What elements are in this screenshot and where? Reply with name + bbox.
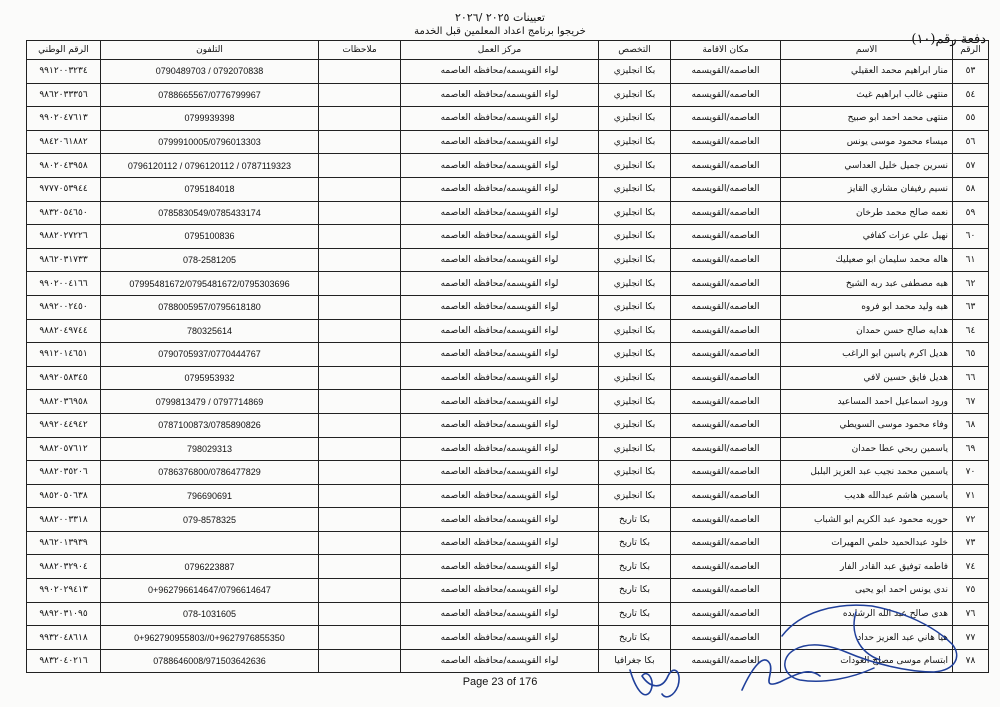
row-number: ٥٩ (953, 201, 989, 225)
phone-number: 0785830549/0785433174 (101, 201, 319, 225)
employee-name: هديل اكرم ياسين ابو الراغب (781, 343, 953, 367)
work-center: لواء القويسمه/محافظه العاصمه (401, 579, 599, 603)
notes-cell (319, 248, 401, 272)
employee-name: هدى صالح عبد الله الرشايده (781, 602, 953, 626)
work-center: لواء القويسمه/محافظه العاصمه (401, 531, 599, 555)
residence-place: العاصمه/القويسمه (671, 225, 781, 249)
employee-name: ورود اسماعيل احمد المساعيد (781, 390, 953, 414)
notes-cell (319, 484, 401, 508)
national-id: ٩٩٠٢٠٠٤١٦٦ (27, 272, 101, 296)
table-body (27, 60, 989, 673)
notes-cell (319, 154, 401, 178)
table-row (27, 201, 989, 225)
work-center: لواء القويسمه/محافظه العاصمه (401, 437, 599, 461)
work-center: لواء القويسمه/محافظه العاصمه (401, 366, 599, 390)
employee-name: ياسمين هاشم عبدالله هديب (781, 484, 953, 508)
employee-name: نعمه صالح محمد طرخان (781, 201, 953, 225)
specialty: بكا انجليزي (599, 343, 671, 367)
residence-place: العاصمه/القويسمه (671, 508, 781, 532)
table-row (27, 602, 989, 626)
phone-number: 0788665567/0776799967 (101, 83, 319, 107)
national-id: ٩٨٣٢٠٤٠٢١٦ (27, 649, 101, 673)
row-number: ٦٧ (953, 390, 989, 414)
col-header-residence: مكان الاقامة (671, 41, 781, 60)
work-center: لواء القويسمه/محافظه العاصمه (401, 555, 599, 579)
employee-name: هبه مصطفى عبد ربه الشيخ (781, 272, 953, 296)
row-number: ٥٦ (953, 130, 989, 154)
row-number: ٦٤ (953, 319, 989, 343)
notes-cell (319, 555, 401, 579)
row-number: ٦٦ (953, 366, 989, 390)
work-center: لواء القويسمه/محافظه العاصمه (401, 295, 599, 319)
work-center: لواء القويسمه/محافظه العاصمه (401, 83, 599, 107)
specialty: بكا انجليزي (599, 366, 671, 390)
employee-name: وفاء محمود موسى السويطي (781, 413, 953, 437)
specialty: بكا تاريخ (599, 555, 671, 579)
row-number: ٧٧ (953, 626, 989, 650)
residence-place: العاصمه/القويسمه (671, 295, 781, 319)
phone-number: 0796120112 / 0796120112 / 0787119323 (101, 154, 319, 178)
national-id: ٩٨٨٢٠٠٣٣١٨ (27, 508, 101, 532)
notes-cell (319, 390, 401, 414)
row-number: ٦٨ (953, 413, 989, 437)
specialty: بكا تاريخ (599, 531, 671, 555)
phone-number: 0799910005/0796013303 (101, 130, 319, 154)
row-number: ٧٦ (953, 602, 989, 626)
notes-cell (319, 461, 401, 485)
residence-place: العاصمه/القويسمه (671, 461, 781, 485)
national-id: ٩٩٠٢٠٢٩٤١٣ (27, 579, 101, 603)
national-id: ٩٨٨٢٠٢٧٢٢٦ (27, 225, 101, 249)
document-subtitle: خريجوا برنامج اعداد المعلمين قبل الخدمة (414, 26, 586, 37)
phone-number: 780325614 (101, 319, 319, 343)
employee-name: هبه وليد محمد ابو فروه (781, 295, 953, 319)
national-id: ٩٩١٢٠٠٣٢٣٤ (27, 60, 101, 84)
batch-label: دفعة رقم(١٠) (911, 32, 986, 47)
employee-name: هيا هاني عبد العزيز حداد (781, 626, 953, 650)
row-number: ٥٣ (953, 60, 989, 84)
employee-name: نسيم رفيفان مشاري القايز (781, 177, 953, 201)
notes-cell (319, 201, 401, 225)
notes-cell (319, 319, 401, 343)
row-number: ٧٤ (953, 555, 989, 579)
specialty: بكا انجليزي (599, 295, 671, 319)
national-id: ٩٨٨٢٠٣٦٩٥٨ (27, 390, 101, 414)
phone-number: 0790705937/0770444767 (101, 343, 319, 367)
specialty: بكا انجليزي (599, 248, 671, 272)
national-id: ٩٨٦٢٠٣١٧٣٣ (27, 248, 101, 272)
national-id: ٩٧٧٧٠٥٣٩٤٤ (27, 177, 101, 201)
col-header-national-id: الرقم الوطني (27, 41, 101, 60)
national-id: ٩٨٠٢٠٤٣٩٥٨ (27, 154, 101, 178)
residence-place: العاصمه/القويسمه (671, 107, 781, 131)
work-center: لواء القويسمه/محافظه العاصمه (401, 626, 599, 650)
residence-place: العاصمه/القويسمه (671, 626, 781, 650)
specialty: بكا انجليزي (599, 60, 671, 84)
employee-name: ميساء محمود موسى يونس (781, 130, 953, 154)
table-row (27, 248, 989, 272)
employee-name: هاله محمد سليمان ابو صعيليك (781, 248, 953, 272)
document-title: تعيينات ٢٠٢٥ /٢٠٢٦ (454, 11, 545, 24)
phone-number: 0799813479 / 0797714869 (101, 390, 319, 414)
work-center: لواء القويسمه/محافظه العاصمه (401, 201, 599, 225)
notes-cell (319, 437, 401, 461)
national-id: ٩٨٨٢٠٥٧٦١٢ (27, 437, 101, 461)
table-row (27, 461, 989, 485)
notes-cell (319, 366, 401, 390)
specialty: بكا انجليزي (599, 437, 671, 461)
national-id: ٩٨٩٢٠٠٢٤٥٠ (27, 295, 101, 319)
national-id: ٩٨٣٢٠٥٤٦٥٠ (27, 201, 101, 225)
residence-place: العاصمه/القويسمه (671, 177, 781, 201)
specialty: بكا انجليزي (599, 390, 671, 414)
page-number: Page 23 of 176 (462, 676, 538, 688)
table-row (27, 413, 989, 437)
residence-place: العاصمه/القويسمه (671, 602, 781, 626)
table-row (27, 626, 989, 650)
specialty: بكا تاريخ (599, 579, 671, 603)
employee-name: هديل فايق حسين لافي (781, 366, 953, 390)
specialty: بكا انجليزي (599, 319, 671, 343)
phone-number (101, 531, 319, 555)
employee-name: ياسمين محمد نجيب عبد العزيز البلبل (781, 461, 953, 485)
national-id: ٩٨٩٢٠٣١٠٩٥ (27, 602, 101, 626)
phone-number: 0786376800/0786477829 (101, 461, 319, 485)
national-id: ٩٨٦٢٠١٣٩٣٩ (27, 531, 101, 555)
employee-name: ابتسام موسى مصلح العودات (781, 649, 953, 673)
specialty: بكا انجليزي (599, 154, 671, 178)
notes-cell (319, 602, 401, 626)
row-number: ٥٥ (953, 107, 989, 131)
table-row (27, 83, 989, 107)
table-row (27, 579, 989, 603)
row-number: ٦١ (953, 248, 989, 272)
appointments-table (26, 40, 989, 673)
table-row (27, 130, 989, 154)
specialty: بكا انجليزي (599, 272, 671, 296)
employee-name: هدايه صالح حسن حمدان (781, 319, 953, 343)
employee-name: نسرين جميل خليل العداسي (781, 154, 953, 178)
phone-number: 079-8578325 (101, 508, 319, 532)
row-number: ٧٣ (953, 531, 989, 555)
table-row (27, 319, 989, 343)
table-row (27, 107, 989, 131)
specialty: بكا انجليزي (599, 107, 671, 131)
table-row (27, 272, 989, 296)
national-id: ٩٩٠٢٠٤٧٦١٣ (27, 107, 101, 131)
national-id: ٩٨٨٢٠٣٢٩٠٤ (27, 555, 101, 579)
national-id: ٩٨٩٢٠٥٨٣٤٥ (27, 366, 101, 390)
notes-cell (319, 225, 401, 249)
residence-place: العاصمه/القويسمه (671, 201, 781, 225)
work-center: لواء القويسمه/محافظه العاصمه (401, 272, 599, 296)
notes-cell (319, 343, 401, 367)
notes-cell (319, 83, 401, 107)
specialty: بكا انجليزي (599, 413, 671, 437)
row-number: ٧٠ (953, 461, 989, 485)
table-row (27, 508, 989, 532)
phone-number: 0790489703 / 0792070838 (101, 60, 319, 84)
work-center: لواء القويسمه/محافظه العاصمه (401, 319, 599, 343)
table-row (27, 437, 989, 461)
work-center: لواء القويسمه/محافظه العاصمه (401, 461, 599, 485)
national-id: ٩٨٦٢٠٣٣٣٥٦ (27, 83, 101, 107)
table-row (27, 225, 989, 249)
notes-cell (319, 272, 401, 296)
employee-name: حوريه محمود عبد الكريم ابو الشباب (781, 508, 953, 532)
notes-cell (319, 177, 401, 201)
row-number: ٥٨ (953, 177, 989, 201)
residence-place: العاصمه/القويسمه (671, 60, 781, 84)
national-id: ٩٩٣٢٠٤٨٦١٨ (27, 626, 101, 650)
national-id: ٩٨٥٢٠٥٠٦٣٨ (27, 484, 101, 508)
notes-cell (319, 413, 401, 437)
employee-name: خلود عبدالحميد حلمي المهيرات (781, 531, 953, 555)
residence-place: العاصمه/القويسمه (671, 366, 781, 390)
table-row (27, 484, 989, 508)
work-center: لواء القويسمه/محافظه العاصمه (401, 60, 599, 84)
table-header-row (27, 41, 989, 60)
specialty: بكا جغرافيا (599, 649, 671, 673)
col-header-workplace: مركز العمل (401, 41, 599, 60)
residence-place: العاصمه/القويسمه (671, 484, 781, 508)
phone-number: 0+962796614647/0796614647 (101, 579, 319, 603)
notes-cell (319, 626, 401, 650)
phone-number: 0788646008/971503642636 (101, 649, 319, 673)
table-row (27, 177, 989, 201)
work-center: لواء القويسمه/محافظه العاصمه (401, 390, 599, 414)
work-center: لواء القويسمه/محافظه العاصمه (401, 508, 599, 532)
work-center: لواء القويسمه/محافظه العاصمه (401, 343, 599, 367)
phone-number: 078-2581205 (101, 248, 319, 272)
table-row (27, 343, 989, 367)
row-number: ٥٧ (953, 154, 989, 178)
phone-number: 0799939398 (101, 107, 319, 131)
national-id: ٩٨٩٢٠٤٤٩٤٢ (27, 413, 101, 437)
work-center: لواء القويسمه/محافظه العاصمه (401, 413, 599, 437)
row-number: ٥٤ (953, 83, 989, 107)
col-header-no: الرقم (953, 41, 989, 60)
row-number: ٦٣ (953, 295, 989, 319)
residence-place: العاصمه/القويسمه (671, 531, 781, 555)
table-row (27, 390, 989, 414)
table-row (27, 531, 989, 555)
residence-place: العاصمه/القويسمه (671, 130, 781, 154)
residence-place: العاصمه/القويسمه (671, 154, 781, 178)
specialty: بكا انجليزي (599, 83, 671, 107)
row-number: ٦٩ (953, 437, 989, 461)
work-center: لواء القويسمه/محافظه العاصمه (401, 602, 599, 626)
residence-place: العاصمه/القويسمه (671, 83, 781, 107)
phone-number: 796690691 (101, 484, 319, 508)
residence-place: العاصمه/القويسمه (671, 248, 781, 272)
residence-place: العاصمه/القويسمه (671, 343, 781, 367)
table-row (27, 649, 989, 673)
notes-cell (319, 649, 401, 673)
phone-number: 798029313 (101, 437, 319, 461)
national-id: ٩٨٨٢٠٤٩٧٤٤ (27, 319, 101, 343)
employee-name: منتهى محمد احمد ابو صبيح (781, 107, 953, 131)
specialty: بكا تاريخ (599, 508, 671, 532)
work-center: لواء القويسمه/محافظه العاصمه (401, 248, 599, 272)
phone-number: 0795184018 (101, 177, 319, 201)
employee-name: ياسمين ربحي عطا حمدان (781, 437, 953, 461)
row-number: ٧١ (953, 484, 989, 508)
row-number: ٧٥ (953, 579, 989, 603)
notes-cell (319, 531, 401, 555)
employee-name: منتهى غالب ابراهيم غيث (781, 83, 953, 107)
notes-cell (319, 295, 401, 319)
specialty: بكا تاريخ (599, 626, 671, 650)
row-number: ٧٢ (953, 508, 989, 532)
work-center: لواء القويسمه/محافظه العاصمه (401, 177, 599, 201)
work-center: لواء القويسمه/محافظه العاصمه (401, 649, 599, 673)
table-row (27, 60, 989, 84)
residence-place: العاصمه/القويسمه (671, 413, 781, 437)
employee-name: منار ابراهيم محمد العقيلي (781, 60, 953, 84)
specialty: بكا انجليزي (599, 130, 671, 154)
phone-number: 0795100836 (101, 225, 319, 249)
national-id: ٩٨٤٢٠٦١٨٨٢ (27, 130, 101, 154)
phone-number: 0+962790955803//0+9627976855350 (101, 626, 319, 650)
work-center: لواء القويسمه/محافظه العاصمه (401, 154, 599, 178)
notes-cell (319, 130, 401, 154)
row-number: ٦٠ (953, 225, 989, 249)
table-row (27, 366, 989, 390)
work-center: لواء القويسمه/محافظه العاصمه (401, 130, 599, 154)
table-row (27, 295, 989, 319)
notes-cell (319, 508, 401, 532)
phone-number: 0788005957/0795618180 (101, 295, 319, 319)
residence-place: العاصمه/القويسمه (671, 555, 781, 579)
residence-place: العاصمه/القويسمه (671, 272, 781, 296)
row-number: ٦٥ (953, 343, 989, 367)
notes-cell (319, 579, 401, 603)
residence-place: العاصمه/القويسمه (671, 390, 781, 414)
work-center: لواء القويسمه/محافظه العاصمه (401, 225, 599, 249)
residence-place: العاصمه/القويسمه (671, 319, 781, 343)
specialty: بكا انجليزي (599, 484, 671, 508)
work-center: لواء القويسمه/محافظه العاصمه (401, 484, 599, 508)
row-number: ٦٢ (953, 272, 989, 296)
col-header-notes: ملاحظات (319, 41, 401, 60)
work-center: لواء القويسمه/محافظه العاصمه (401, 107, 599, 131)
col-header-specialty: التخصص (599, 41, 671, 60)
employee-name: نهيل علي عزات كفافي (781, 225, 953, 249)
national-id: ٩٨٨٢٠٣٥٢٠٦ (27, 461, 101, 485)
phone-number: 078-1031605 (101, 602, 319, 626)
phone-number: 0787100873/0785890826 (101, 413, 319, 437)
specialty: بكا انجليزي (599, 177, 671, 201)
residence-place: العاصمه/القويسمه (671, 437, 781, 461)
phone-number: 0795953932 (101, 366, 319, 390)
notes-cell (319, 107, 401, 131)
specialty: بكا انجليزي (599, 225, 671, 249)
specialty: بكا انجليزي (599, 461, 671, 485)
employee-name: فاطمه توفيق عبد القادر الفار (781, 555, 953, 579)
row-number: ٧٨ (953, 649, 989, 673)
phone-number: 07995481672/0795481672/0795303696 (101, 272, 319, 296)
employee-name: ندى يونس احمد ابو يحيى (781, 579, 953, 603)
col-header-phone: التلفون (101, 41, 319, 60)
phone-number: 0796223887 (101, 555, 319, 579)
residence-place: العاصمه/القويسمه (671, 579, 781, 603)
national-id: ٩٩١٢٠١٤٦٥١ (27, 343, 101, 367)
notes-cell (319, 60, 401, 84)
col-header-name: الاسم (781, 41, 953, 60)
residence-place: العاصمه/القويسمه (671, 649, 781, 673)
table-row (27, 555, 989, 579)
specialty: بكا تاريخ (599, 602, 671, 626)
table-row (27, 154, 989, 178)
specialty: بكا انجليزي (599, 201, 671, 225)
